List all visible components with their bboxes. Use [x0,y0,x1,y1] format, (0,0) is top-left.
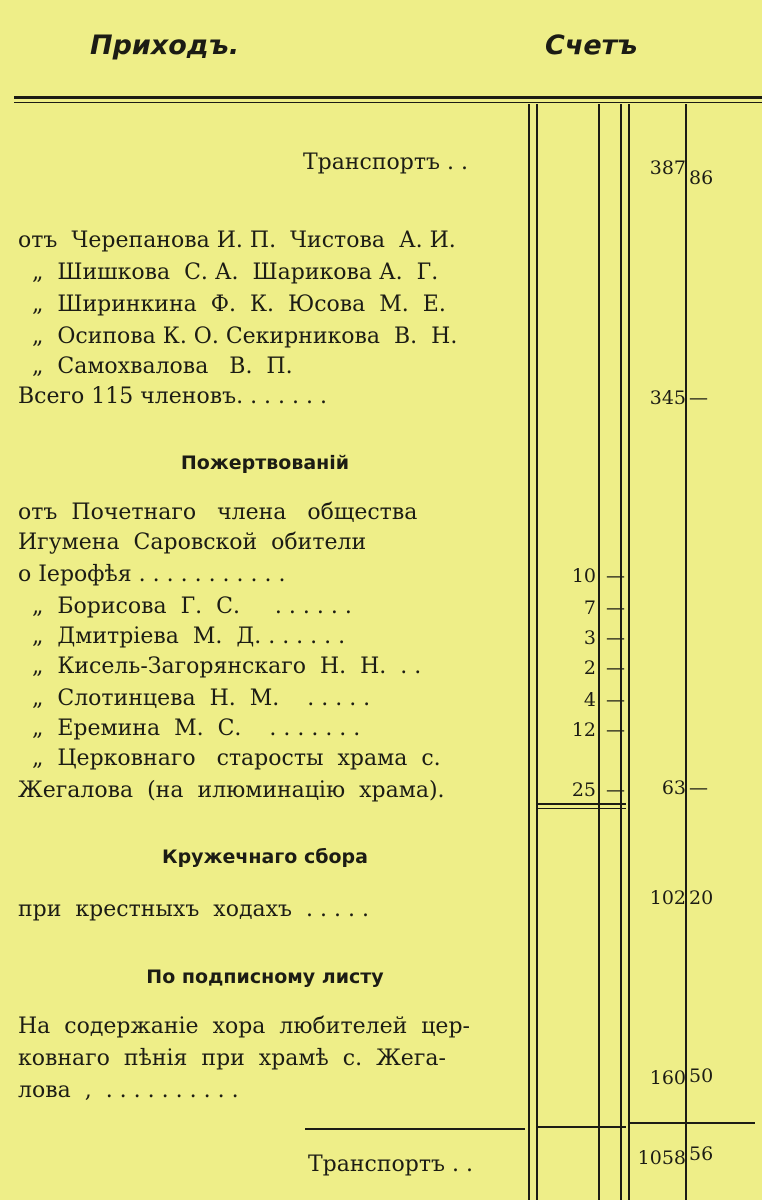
column-line [628,104,630,1200]
mug-label: при крестныхъ ходахъ . . . . . [18,897,369,922]
transport-top-label: Транспортъ . . [303,150,468,175]
donation-item-rub: 2 [583,657,596,679]
income-heading: Приходъ. [90,30,240,61]
donation-church-line: „ Церковнаго старосты храма с. [18,746,441,771]
subscription-rub: 160 [649,1067,686,1089]
transport-bottom-rub: 1058 [637,1147,686,1169]
donations-total-rub: 63 [661,777,686,799]
column-line [685,104,687,1200]
donation-item-kop: — [606,657,625,679]
donation-item-label: „ Дмитріева М. Д. . . . . . . [18,624,346,649]
column-line [536,104,538,1200]
member-line: „ Шишкова С. А. Шарикова А. Г. [18,260,439,285]
subscription-kop: 50 [689,1065,714,1087]
header-rule-thick [14,96,762,99]
subscription-line: лова , . . . . . . . . . . [18,1078,239,1103]
member-line: „ Осипова К. О. Секирникова В. Н. [18,324,458,349]
transport-bottom-label: Транспортъ . . [308,1152,473,1177]
donation-item-rub: 12 [571,719,596,741]
transport-top-rub: 387 [649,157,686,179]
donations-total-kop: — [689,777,708,799]
member-line: „ Ширинкина Ф. К. Юсова М. Е. [18,292,446,317]
header-rule-thin [14,102,762,103]
donation-item-kop: — [606,689,625,711]
members-total-label: Всего 115 членовъ. . . . . . . [18,384,327,409]
subscription-line: На содержаніе хора любителей цер- [18,1014,470,1039]
donation-item-kop: — [606,719,625,741]
donation-item-kop: — [606,627,625,649]
donation-item-label: „ Борисова Г. С. . . . . . . [18,594,352,619]
account-heading: Счетъ [545,30,638,61]
mug-kop: 20 [689,887,714,909]
mug-rub: 102 [649,887,686,909]
transport-top-kop: 86 [689,167,714,189]
bottom-sum-rule [305,1128,525,1130]
column-line [528,104,530,1200]
donation-item-rub: 10 [571,565,596,587]
transport-bottom-kop: 56 [689,1143,714,1165]
donation-intro-line: Игумена Саровской обители [18,530,367,555]
donations-sum-rule [538,803,626,805]
bottom-sum-rule [630,1122,755,1124]
column-line [598,104,600,1200]
donation-church-line: Жегалова (на илюминацію храма). [18,778,445,803]
donations-title: Пожертвованій [180,452,350,474]
donation-item-label: „ Слотинцева Н. М. . . . . . [18,686,371,711]
donation-church-kop: — [606,779,625,801]
member-line: „ Самохвалова В. П. [18,354,293,379]
bottom-sum-rule [538,1126,626,1128]
subscription-title: По подписному листу [146,966,384,988]
donation-item-kop: — [606,565,625,587]
donation-item-rub: 3 [583,627,596,649]
column-line [620,104,622,1200]
donation-intro-line: отъ Почетнаго члена общества [18,500,418,525]
donation-item-kop: — [606,597,625,619]
member-line: отъ Черепанова И. П. Чистова А. И. [18,228,456,253]
donation-item-label: „ Кисель-Загорянскаго Н. Н. . . [18,654,422,679]
donation-church-rub: 25 [571,779,596,801]
subscription-line: ковнаго пѣнія при храмѣ с. Жега- [18,1046,446,1071]
donation-item-label: о Іерофѣя . . . . . . . . . . . [18,562,286,587]
donation-item-rub: 4 [583,689,596,711]
donation-item-label: „ Еремина М. С. . . . . . . . [18,716,361,741]
members-total-rub: 345 [649,387,686,409]
members-total-kop: — [689,387,708,409]
mug-title: Кружечнаго сбора [162,846,368,868]
donations-sum-rule [538,808,626,809]
donation-item-rub: 7 [583,597,596,619]
